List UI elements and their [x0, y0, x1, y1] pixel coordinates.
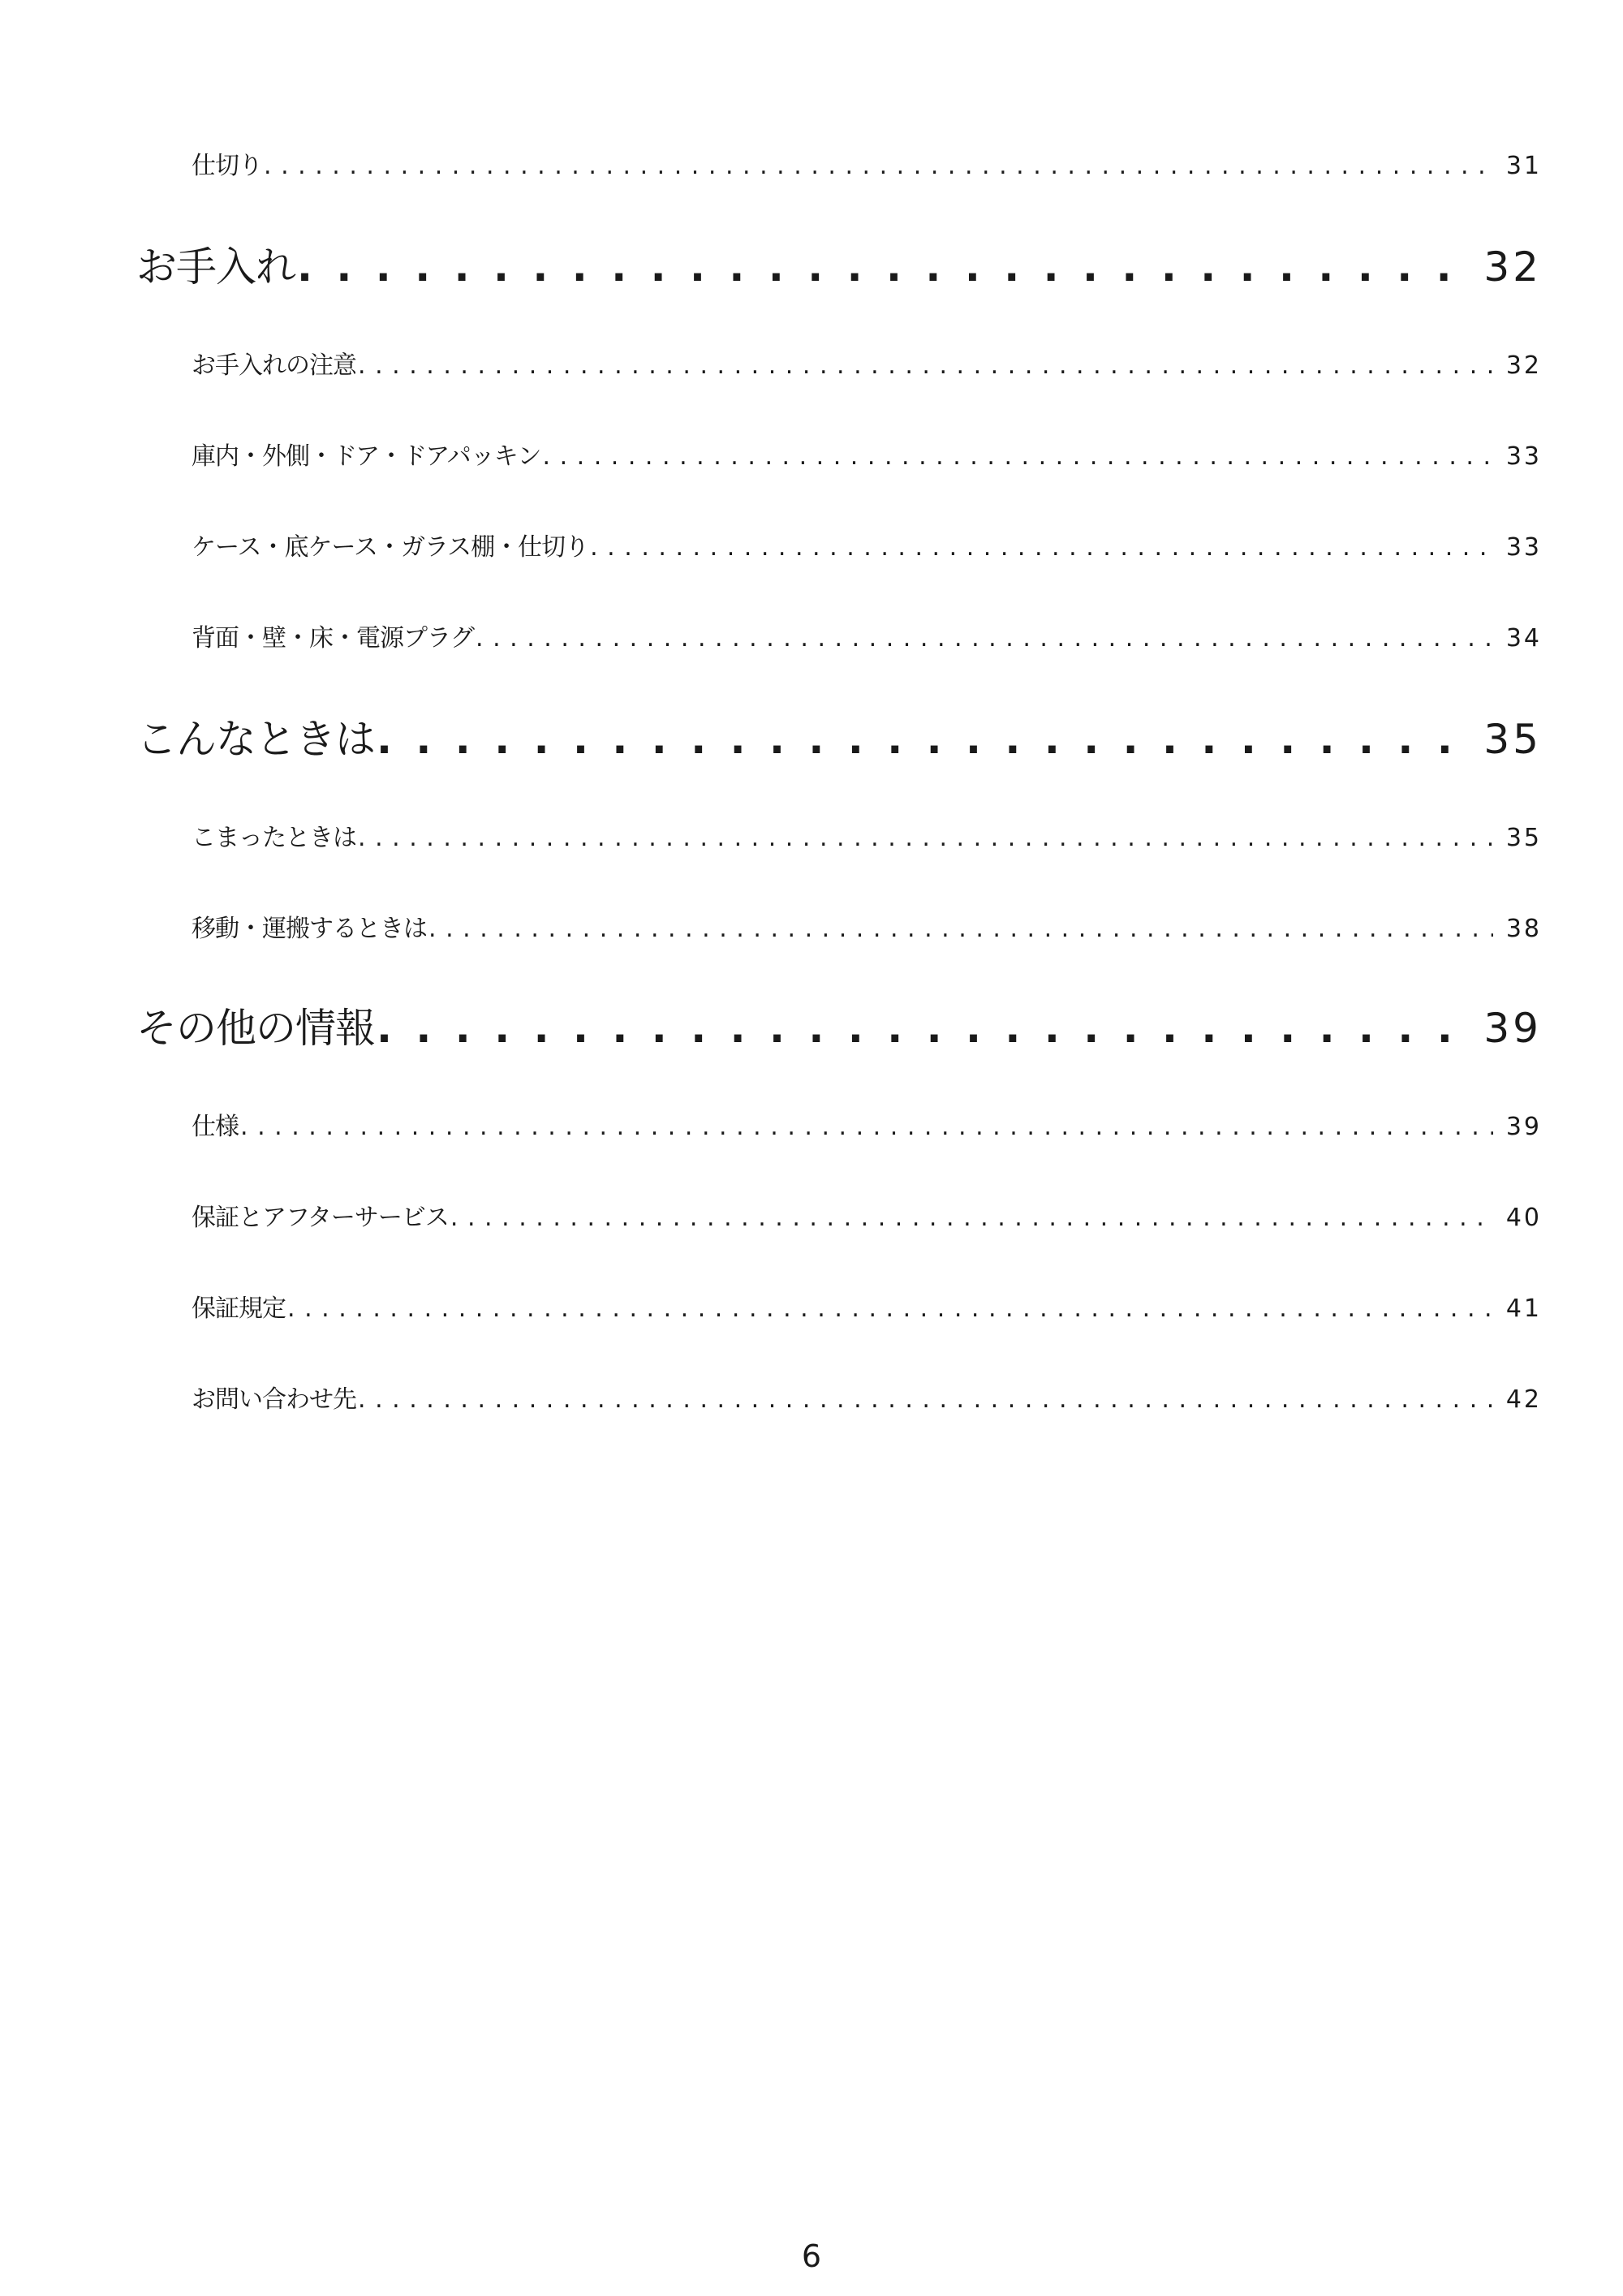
dot-leader — [476, 621, 1493, 657]
toc-entry-warranty-terms[interactable] — [192, 1291, 1542, 1327]
toc-section-care[interactable] — [136, 236, 1542, 298]
toc-entry-label: 仕様 — [192, 1113, 239, 1141]
dot-leader — [358, 821, 1493, 856]
toc-entry-page: 35 — [1505, 824, 1542, 852]
toc-entry-partitions[interactable] — [192, 149, 1542, 184]
toc-entry-label: 保証とアフターサービス — [192, 1204, 449, 1232]
toc-entry-care-notes[interactable] — [192, 348, 1542, 384]
dot-leader — [377, 709, 1470, 770]
dot-leader — [428, 911, 1493, 947]
toc-entry-page: 38 — [1505, 915, 1542, 943]
toc-section-page: 39 — [1483, 1005, 1542, 1052]
toc-entry-label: お手入れの注意 — [192, 351, 356, 380]
toc-section-other-info[interactable] — [136, 997, 1542, 1059]
toc-section-page: 35 — [1483, 716, 1542, 763]
dot-leader — [287, 1291, 1493, 1327]
toc-entry-label: ケース・底ケース・ガラス棚・仕切り — [192, 533, 589, 562]
toc-section-troubleshooting[interactable] — [136, 709, 1542, 770]
toc-entry-page: 34 — [1505, 624, 1542, 653]
toc-entry-label: 仕切り — [192, 152, 262, 180]
toc-entry-label: 移動・運搬するときは — [192, 915, 427, 943]
toc-entry-page: 41 — [1505, 1294, 1542, 1323]
toc-section-label: こんなときは — [136, 716, 375, 763]
toc-entry-label: 背面・壁・床・電源プラグ — [192, 624, 474, 653]
dot-leader — [377, 997, 1470, 1059]
toc-entry-contact[interactable] — [192, 1382, 1542, 1418]
dot-leader — [358, 1382, 1493, 1418]
toc-entry-moving-transport[interactable] — [192, 911, 1542, 947]
toc-entry-specifications[interactable] — [192, 1109, 1542, 1145]
toc-entry-back-wall-floor-plug[interactable] — [192, 621, 1542, 657]
toc-entry-page: 39 — [1505, 1113, 1542, 1141]
dot-leader — [590, 530, 1493, 566]
toc-entry-page: 32 — [1505, 351, 1542, 380]
toc-entry-page: 42 — [1505, 1385, 1542, 1414]
toc-entry-page: 40 — [1505, 1204, 1542, 1232]
toc-entry-label: こまったときは — [192, 824, 356, 852]
toc-entry-label: 庫内・外側・ドア・ドアパッキン — [192, 442, 541, 471]
dot-leader — [297, 236, 1470, 298]
dot-leader — [264, 149, 1493, 184]
toc-entry-interior-exterior-door[interactable] — [192, 439, 1542, 475]
toc-section-label: その他の情報 — [136, 1005, 375, 1052]
dot-leader — [450, 1200, 1493, 1236]
toc-entry-label: 保証規定 — [192, 1294, 286, 1323]
toc-section-label: お手入れ — [136, 243, 295, 291]
toc-entry-page: 33 — [1505, 442, 1542, 471]
dot-leader — [358, 348, 1493, 384]
dot-leader — [543, 439, 1494, 475]
dot-leader — [240, 1109, 1493, 1145]
toc-entry-label: お問い合わせ先 — [192, 1385, 356, 1414]
toc-entry-warranty-service[interactable] — [192, 1200, 1542, 1236]
toc-entry-page: 33 — [1505, 533, 1542, 562]
toc-entry-page: 31 — [1505, 152, 1542, 180]
toc-entry-cases-shelves[interactable] — [192, 530, 1542, 566]
page-number: 6 — [801, 2238, 822, 2274]
toc-section-page: 32 — [1483, 243, 1542, 291]
toc-entry-when-in-trouble[interactable] — [192, 821, 1542, 856]
